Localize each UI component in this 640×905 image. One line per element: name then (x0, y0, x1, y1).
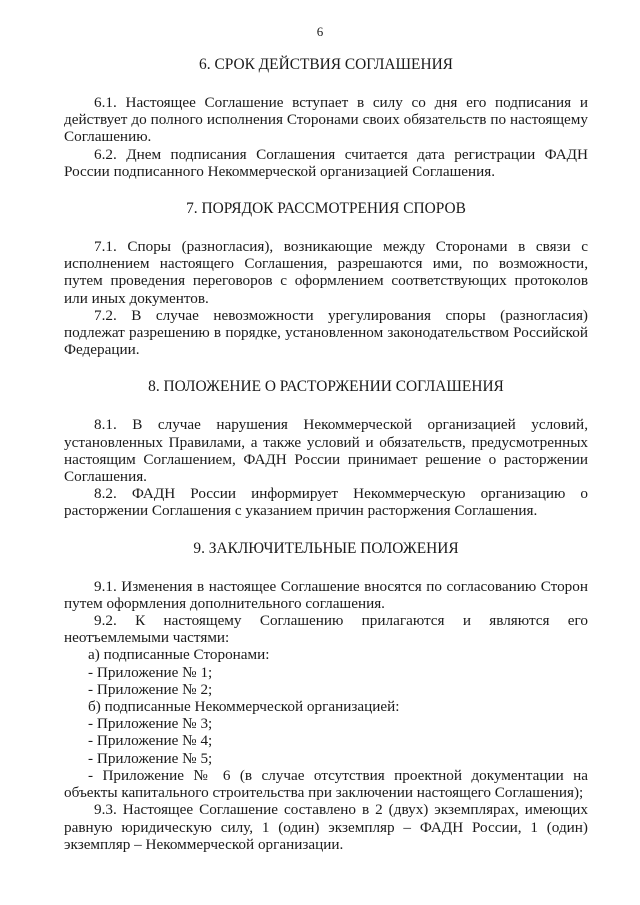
section-title: 6. СРОК ДЕЙСТВИЯ СОГЛАШЕНИЯ (199, 56, 453, 73)
section-6 (64, 56, 588, 180)
list-item: - Приложение № 2; (88, 680, 213, 698)
page-number: 6 (316, 24, 324, 39)
list-item: а) подписанные Сторонами: (88, 646, 270, 664)
paragraph-9-2: 9.2. К настоящему Соглашению прилагаются и являются его неотъемлемыми частями: (64, 612, 588, 647)
paragraph-8-1: 8.1. В случае нарушения Некоммерческой организацией условий, установленных Правилами, а также условий и обязательств, предусмотренных настоящим Соглашением, ФАДН России принимает решение о расторжении Соглашения. (64, 416, 588, 486)
list-item: - Приложение № 1; (88, 663, 213, 681)
paragraph-6-2: 6.2. Днем подписания Соглашения считается дата регистрации ФАДН России подписанного Некоммерческой организацией Соглашения. (64, 145, 588, 180)
paragraph-7-2: 7.2. В случае невозможности урегулирования споры (разногласия) подлежат разрешению в порядке, установленном законодательством Российской Федерации. (64, 306, 588, 359)
list-item: - Приложение № 6 (в случае отсутствия проектной документации на объекты капитального строительства при заключении настоящего Соглашения); (64, 766, 588, 802)
list-item: - Приложение № 4; (88, 732, 213, 750)
list-item: - Приложение № 5; (88, 749, 213, 767)
paragraph-6-1: 6.1. Настоящее Соглашение вступает в силу со дня его подписания и действует до полного исполнения Сторонами своих обязательств по настоящему Соглашению. (64, 94, 588, 146)
paragraph-8-2: 8.2. ФАДН России информирует Некоммерческую организацию о расторжении Соглашения с указанием причин расторжения Соглашения. (64, 485, 588, 520)
list-item: б) подписанные Некоммерческой организацией: (88, 698, 400, 716)
section-title: 9. ЗАКЛЮЧИТЕЛЬНЫЕ ПОЛОЖЕНИЯ (193, 539, 459, 557)
paragraph-9-1: 9.1. Изменения в настоящее Соглашение вносятся по согласованию Сторон путем оформления дополнительного соглашения. (64, 577, 588, 612)
section-title: 8. ПОЛОЖЕНИЕ О РАСТОРЖЕНИИ СОГЛАШЕНИЯ (148, 378, 504, 396)
section-9 (64, 540, 588, 853)
paragraph-9-3: 9.3. Настоящее Соглашение составлено в 2 (двух) экземплярах, имеющих равную юридическую силу, 1 (один) экземпляр – ФАДН России, 1 (один) экземпляр – Некоммерческой организации. (64, 801, 588, 853)
section-8 (64, 378, 588, 519)
paragraph-7-1: 7.1. Споры (разногласия), возникающие между Сторонами в связи с исполнением настоящего Соглашения, разрешаются ими, по возможности, путем проведения переговоров с оформлением соответствующих протоколов или иных документов. (64, 238, 588, 307)
section-7 (64, 200, 588, 358)
section-title: 7. ПОРЯДОК РАССМОТРЕНИЯ СПОРОВ (186, 200, 466, 218)
appendix-list (64, 646, 588, 801)
document-body (64, 56, 588, 873)
list-item: - Приложение № 3; (88, 715, 213, 733)
